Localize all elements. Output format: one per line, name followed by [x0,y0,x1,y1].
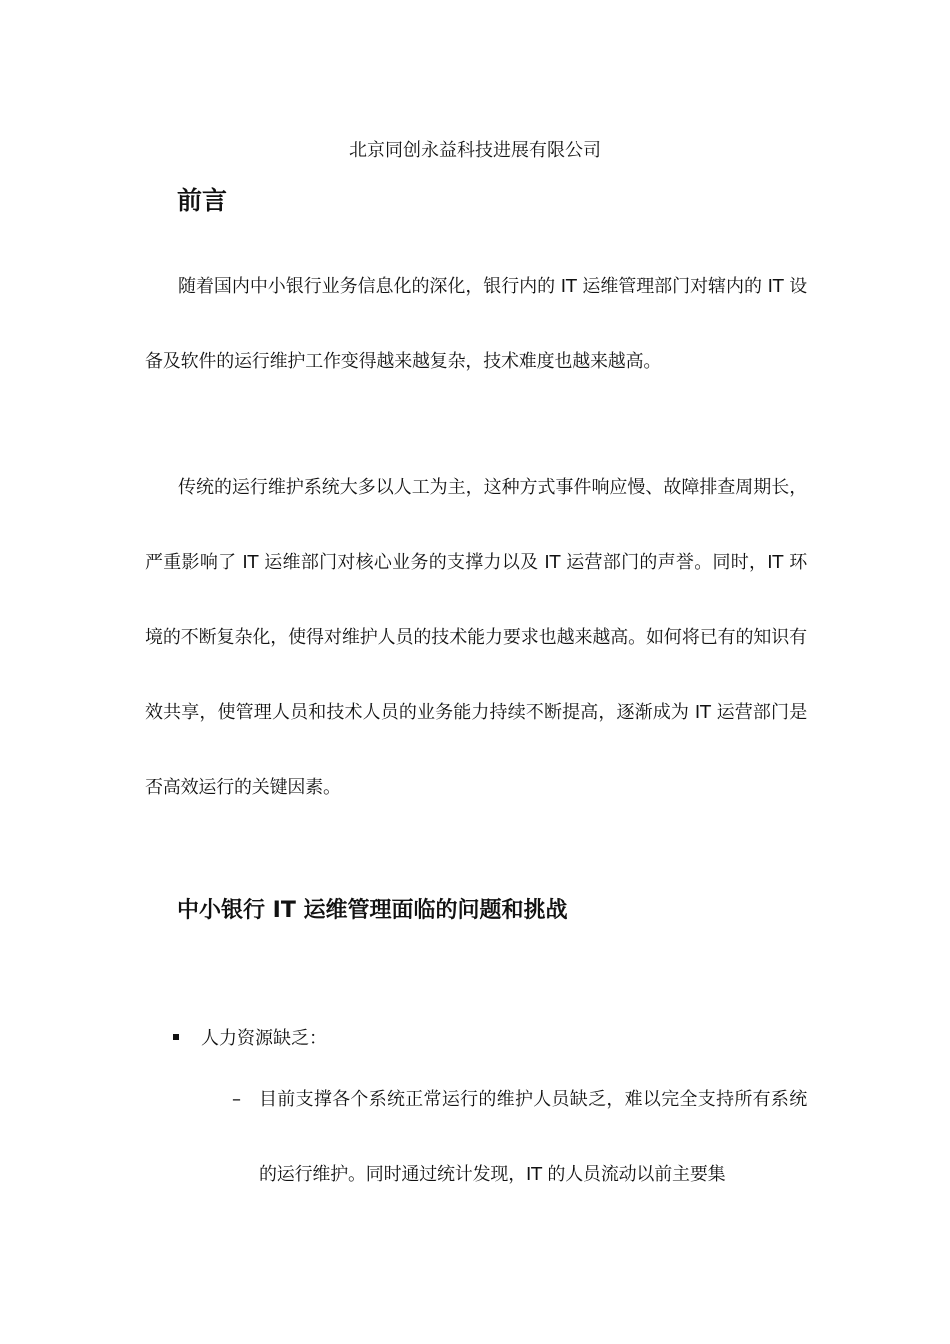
dash-bullet-icon: – [232,1089,241,1110]
preface-paragraph-2: 传统的运行维护系统大多以人工为主，这种方式事件响应慢、故障排查周期长，严重影响了 IT 运维部门对核心业务的支撑力以及 IT 运营部门的声誉。同时，IT 环境的不断复杂化，使得对维护人员的技术能力要求也越来越高。如何将已有的知识有效共享，使管理人员和技术人员的业务能力持续不断提高，逐渐成为 IT 运营部门是否高效运行的关键因素。 [145,477,807,798]
square-bullet-icon [173,1034,179,1040]
bullet-item [173,1024,327,1054]
challenges-heading: 中小银行 IT 运维管理面临的问题和挑战 [177,898,568,923]
sub-item-text: 目前支撑各个系统正常运行的维护人员缺乏，难以完全支持所有系统的运行维护。同时通过统计发现，IT 的人员流动以前主要集 [259,1089,807,1185]
preface-heading: 前言 [177,186,228,215]
bullet-item-label: 人力资源缺乏： [201,1028,327,1049]
preface-paragraph-1: 随着国内中小银行业务信息化的深化，银行内的 IT 运维管理部门对辖内的 IT 设备及软件的运行维护工作变得越来越复杂，技术难度也越来越高。 [145,276,807,372]
company-name: 北京同创永益科技进展有限公司 [349,140,601,161]
